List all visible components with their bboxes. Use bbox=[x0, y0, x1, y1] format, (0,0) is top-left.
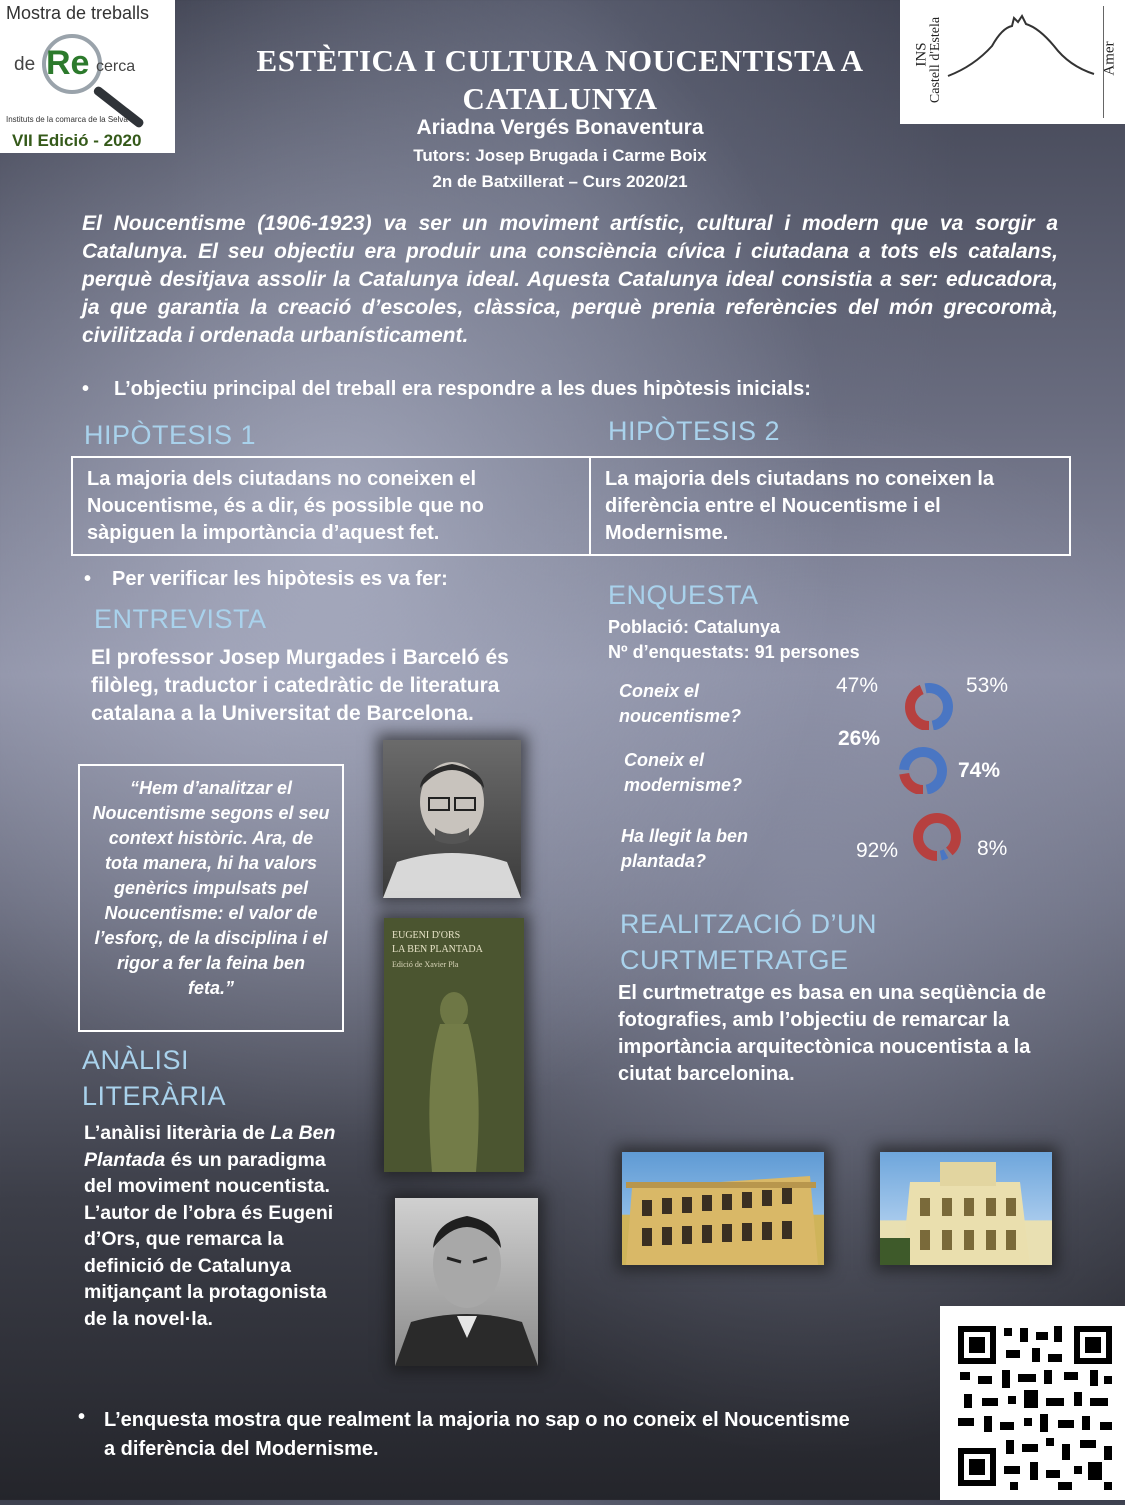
eugeni-dors-photo bbox=[395, 1198, 538, 1366]
interview-title: ENTREVISTA bbox=[94, 604, 267, 634]
mostra-recerca-logo bbox=[0, 0, 175, 153]
murgades-photo bbox=[383, 740, 521, 898]
hypothesis2-text: La majoria dels ciutadans no coneixen la diferència entre el Noucentisme i el Modernisme. bbox=[605, 468, 995, 544]
logo-line3: Instituts de la comarca de la Selva bbox=[6, 115, 128, 124]
logo-castell: Castell d'Estela bbox=[928, 16, 943, 104]
survey-population: Població: Catalunya bbox=[608, 617, 781, 637]
bullet-icon: • bbox=[82, 378, 90, 400]
survey-q1-no-pct: 47% bbox=[836, 674, 879, 697]
survey-q2-label bbox=[624, 748, 742, 798]
hypothesis2-title: HIPÒTESIS 2 bbox=[608, 416, 781, 446]
hypothesis1-box bbox=[71, 456, 591, 556]
book-edition: Edició de Xavier Pla bbox=[392, 960, 459, 969]
analysis-work: La Ben Plantada bbox=[84, 1122, 336, 1171]
hypothesis1-title: HIPÒTESIS 1 bbox=[84, 420, 257, 450]
qr-code[interactable] bbox=[940, 1306, 1125, 1500]
interview-text: El professor Josep Murgades i Barceló és filòleg, traductor i catedràtic de literatura catalana a la Universitat de Barcelona. bbox=[91, 646, 509, 725]
building-photo-2 bbox=[880, 1152, 1052, 1265]
logo-cerca: cerca bbox=[96, 58, 136, 75]
short-film-title-line2: CURTMETRATGE bbox=[620, 945, 849, 975]
analysis-post: és un paradigma del moviment noucentista. L’autor de l’obra és Eugeni d’Ors, que remarca la definició de Catalunya mitjançant la protagonista de la novel·la. bbox=[84, 1148, 334, 1330]
ins-castell-estela-logo bbox=[900, 0, 1125, 124]
survey-q3-label bbox=[621, 824, 748, 874]
logo-de: de bbox=[14, 54, 36, 75]
objective-text: L’objectiu principal del treball era respondre a les dues hipòtesis inicials: bbox=[114, 378, 811, 400]
portrait-icon bbox=[383, 740, 521, 898]
survey-q1-label bbox=[619, 679, 741, 729]
survey-q2-donut bbox=[896, 740, 950, 794]
logo-re: Re bbox=[46, 44, 90, 82]
short-film-text: El curtmetratge es basa en una seqüència de fotografies, amb l’objectiu de remarcar la importància arquitectònica noucentista a la ciutat barcelonina. bbox=[618, 982, 1046, 1085]
survey-respondents: Nº d’enquestats: 91 persones bbox=[608, 642, 860, 662]
short-film-title bbox=[620, 906, 877, 978]
survey-q2-label-line1: Coneix el bbox=[624, 750, 705, 770]
logo-line1: Mostra de treballs bbox=[6, 3, 150, 23]
logo-line4: VII Edició - 2020 bbox=[12, 131, 142, 150]
portrait-icon bbox=[395, 1198, 538, 1366]
interview-quote: “Hem d’analitzar el Noucentisme segons el seu context històric. Ara, de tota manera, hi ha valors genèrics impulsats pel Noucentisme: el valor de l’esforç, de la disciplina i el rigor a fer la feina ben feta.” bbox=[78, 764, 344, 1032]
building-icon bbox=[622, 1152, 824, 1265]
logo-amer: Amer bbox=[1101, 41, 1118, 76]
survey-q2-label-line2: modernisme? bbox=[624, 775, 743, 795]
short-film-title-line1: REALITZACIÓ D’UN bbox=[620, 909, 878, 939]
analysis-title-line2: LITERÀRIA bbox=[82, 1081, 227, 1111]
analysis-title bbox=[82, 1042, 226, 1114]
hypothesis1-text: La majoria dels ciutadans no coneixen el Noucentisme, és a dir, és possible que no sàpiguen la importància d’aquest fet. bbox=[87, 468, 484, 544]
survey-q1-label-line2: noucentisme? bbox=[619, 706, 742, 726]
survey-q1-yes-pct: 53% bbox=[966, 674, 1009, 697]
survey-q3-donut bbox=[908, 800, 966, 866]
survey-title: ENQUESTA bbox=[608, 580, 759, 610]
survey-q2-no-pct: 26% bbox=[838, 727, 881, 750]
statue-figure-icon bbox=[404, 988, 504, 1172]
mountain-icon bbox=[944, 6, 1104, 118]
survey-q3-no-pct: 92% bbox=[856, 839, 899, 862]
poster-course: 2n de Batxillerat – Curs 2020/21 bbox=[432, 172, 688, 191]
hypothesis2-box bbox=[589, 456, 1071, 556]
qr-code-icon bbox=[940, 1306, 1125, 1500]
survey-q3-label-line1: Ha llegit la ben bbox=[621, 826, 749, 846]
building-icon bbox=[880, 1152, 1052, 1265]
survey-q3-yes-pct: 8% bbox=[977, 837, 1008, 860]
bullet-icon: • bbox=[84, 568, 92, 590]
conclusion-text: L’enquesta mostra que realment la majoria no sap o no coneix el Noucentisme a diferència del Modernisme. bbox=[104, 1409, 850, 1460]
analysis-pre: L’anàlisi literària de bbox=[84, 1122, 271, 1144]
ben-plantada-book-cover bbox=[384, 918, 524, 1172]
analysis-title-line1: ANÀLISI bbox=[82, 1045, 190, 1075]
building-photo-1 bbox=[622, 1152, 824, 1265]
survey-q1-label-line1: Coneix el bbox=[619, 681, 700, 701]
verify-text: Per verificar les hipòtesis es va fer: bbox=[112, 568, 448, 590]
book-title: LA BEN PLANTADA bbox=[392, 944, 483, 955]
survey-q2-yes-pct: 74% bbox=[958, 759, 1001, 782]
intro-paragraph: El Noucentisme (1906-1923) va ser un moviment artístic, cultural i modern que va sorgir a Catalunya. El seu objectiu era produir una consciència cívica i ciutadana a tots els catalans, perquè desitjava assolir la Catalunya ideal. Aquesta Catalunya ideal consistia a ser: educadora, ja que garantia la creació d’escoles, clàssica, perquè prenia referències del món grecoromà, civilitzada i ordenada urbanísticament. bbox=[82, 212, 1058, 347]
bullet-icon: • bbox=[78, 1406, 86, 1428]
survey-q3-label-line2: plantada? bbox=[621, 851, 707, 871]
analysis-text bbox=[84, 1120, 346, 1332]
donut-no-segment bbox=[918, 818, 956, 856]
poster-tutors: Tutors: Josep Brugada i Carme Boix bbox=[413, 146, 707, 165]
logo-ins: INS bbox=[913, 42, 930, 67]
book-author: EUGENI D'ORS bbox=[392, 930, 461, 941]
survey-q1-donut bbox=[896, 676, 962, 730]
poster-author: Ariadna Vergés Bonaventura bbox=[416, 116, 704, 139]
poster-title: ESTÈTICA I CULTURA NOUCENTISTA A CATALUNYA bbox=[256, 43, 864, 116]
